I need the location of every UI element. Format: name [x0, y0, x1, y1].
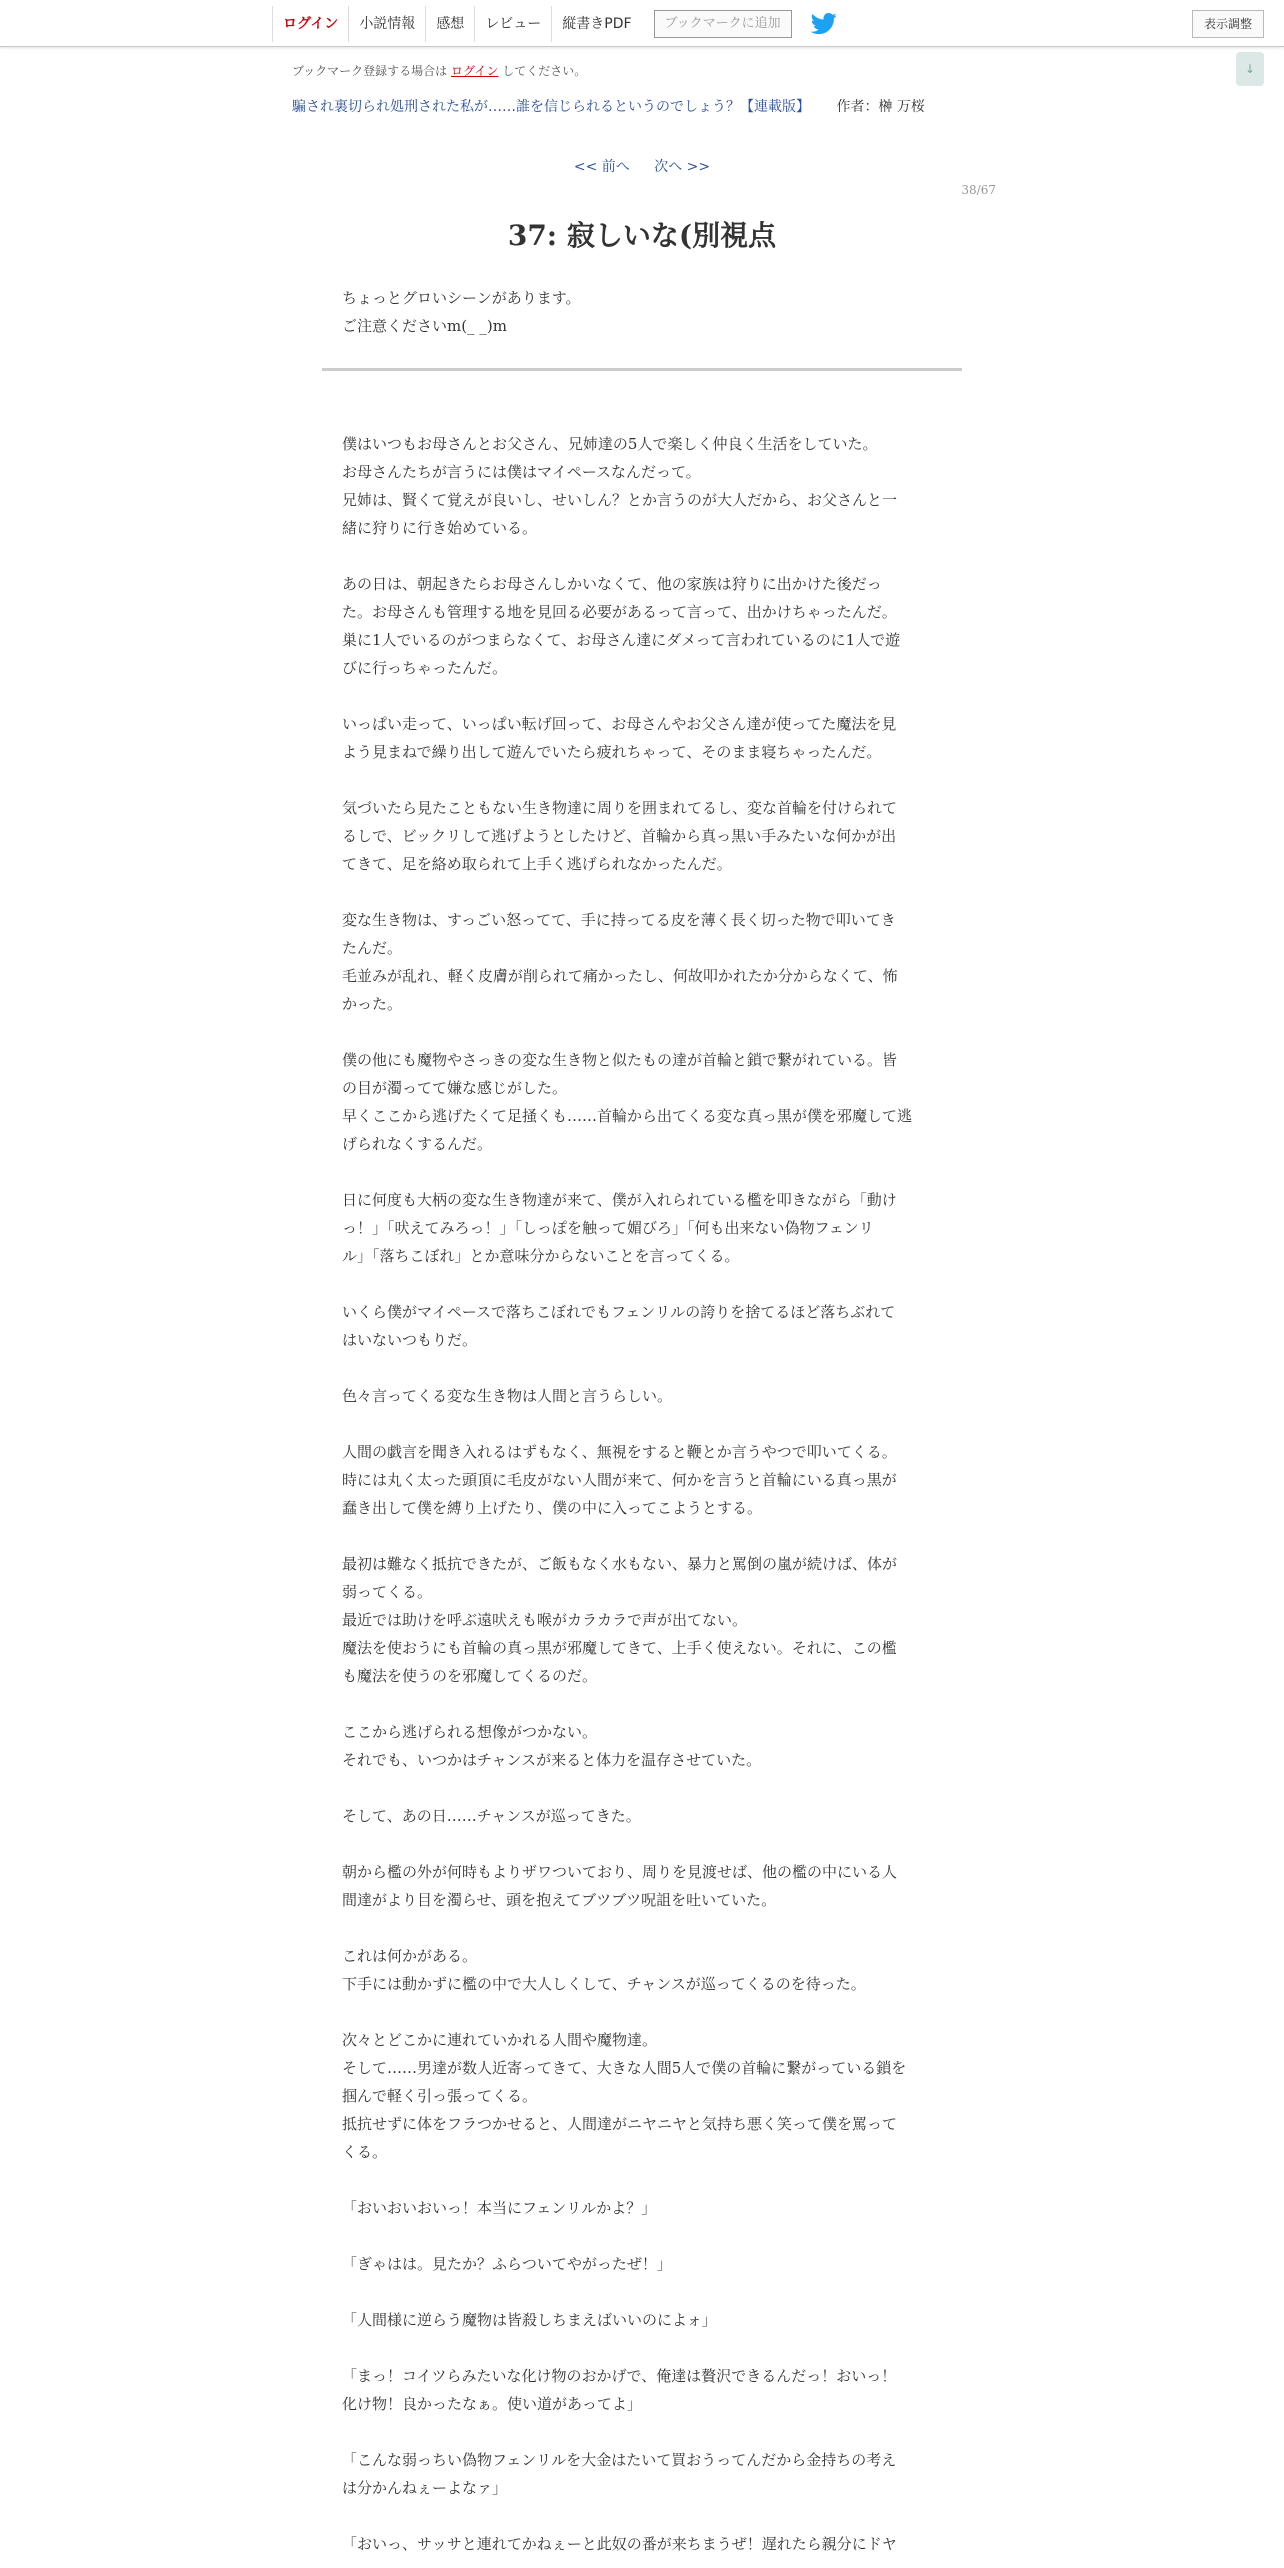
- body-line: [342, 2502, 944, 2530]
- body-line: 緒に狩りに行き始めている。: [342, 519, 538, 537]
- body-line: 次々とどこかに連れていかれる人間や魔物達。: [342, 2031, 658, 2049]
- body-line: [342, 1914, 944, 1942]
- body-line: 毛並みが乱れ、軽く皮膚が削られて痛かったし、何故叩かれたか分からなくて、怖: [342, 967, 898, 985]
- body-line: 化け物！良かったなぁ。使い道があってよ」: [342, 2395, 642, 2413]
- body-line: 蠢き出して僕を縛り上げたり、僕の中に入ってこようとする。: [342, 1499, 763, 1517]
- bookmark-note-suffix: してください。: [502, 64, 587, 78]
- body-line: あの日は、朝起きたらお母さんしかいなくて、他の家族は狩りに出かけた後だっ: [342, 575, 882, 593]
- preface: [342, 284, 942, 340]
- body-line: [342, 1270, 944, 1298]
- body-line: [342, 766, 944, 794]
- next-chapter-link[interactable]: 次へ >>: [654, 159, 711, 175]
- body-line: [342, 2418, 944, 2446]
- preface-divider: [322, 368, 962, 371]
- body-line: 「ぎゃはは。見たか？ふらついてやがったぜ！」: [342, 2255, 672, 2273]
- top-nav-bar: [0, 0, 1284, 47]
- body-line: これは何かがある。: [342, 1947, 478, 1965]
- bookmark-login-note: [292, 62, 586, 79]
- series-header: [292, 96, 925, 116]
- body-line: 抵抗せずに体をフラつかせると、人間達がニヤニヤと気持ち悪く笑って僕を罵って: [342, 2115, 898, 2133]
- body-line: るしで、ビックリして逃げようとしたけど、首輪から真っ黒い手みたいな何かが出: [342, 827, 897, 845]
- review-link[interactable]: レビュー: [474, 6, 551, 42]
- body-line: [342, 682, 944, 710]
- login-link[interactable]: ログイン: [272, 6, 348, 42]
- body-line: 早くここから逃げたくて足掻くも……首輪から出てくる変な真っ黒が僕を邪魔して逃: [342, 1107, 913, 1125]
- body-line: いくら僕がマイペースで落ちこぼれでもフェンリルの誇りを捨てるほど落ちぶれて: [342, 1303, 896, 1321]
- body-line: ここから逃げられる想像がつかない。: [342, 1723, 598, 1741]
- body-line: [342, 1410, 944, 1438]
- body-line: [342, 542, 944, 570]
- body-line: 朝から檻の外が何時もよりザワついており、周りを見渡せば、他の檻の中にいる人: [342, 1863, 898, 1881]
- twitter-icon[interactable]: [810, 13, 838, 35]
- series-title-link[interactable]: 騙され裏切られ処刑された私が……誰を信じられるというのでしょう？【連載版】: [292, 99, 810, 115]
- body-line: も魔法を使うのを邪魔してくるのだ。: [342, 1667, 598, 1685]
- body-line: 最初は難なく抵抗できたが、ご飯もなく水もない、暴力と罵倒の嵐が続けば、体が: [342, 1555, 898, 1573]
- body-line: た。お母さんも管理する地を見回る必要があるって言って、出かけちゃったんだ。: [342, 603, 897, 621]
- body-line: [342, 2278, 944, 2306]
- body-line: くる。: [342, 2143, 388, 2161]
- body-line: [342, 1018, 944, 1046]
- preface-line: ご注意くださいm(_ _)m: [342, 317, 507, 335]
- body-line: はいないつもりだ。: [342, 1331, 478, 1349]
- novel-info-link[interactable]: 小説情報: [348, 6, 425, 42]
- body-line: 魔法を使おうにも首輪の真っ黒が邪魔してきて、上手く使えない。それに、この檻: [342, 1639, 897, 1657]
- body-line: 「おいっ、サッサと連れてかねぇーと此奴の番が来ちまうぜ！遅れたら親分にドヤ: [342, 2535, 897, 2553]
- body-line: ル」「落ちこぼれ」とか意味分からないことを言ってくる。: [342, 1247, 740, 1265]
- body-line: 間達がより目を濁らせ、頭を抱えてブツブツ呪詛を吐いていた。: [342, 1891, 777, 1909]
- add-bookmark-button[interactable]: ブックマークに追加: [654, 10, 792, 38]
- chapter-body: [342, 430, 944, 2558]
- body-line: 下手には動かずに檻の中で大人しくして、チャンスが巡ってくるのを待った。: [342, 1975, 866, 1993]
- body-line: よう見まねで繰り出して遊んでいたら疲れちゃって、そのまま寝ちゃったんだ。: [342, 743, 882, 761]
- body-line: [342, 1690, 944, 1718]
- body-line: [342, 1522, 944, 1550]
- body-line: かった。: [342, 995, 403, 1013]
- body-line: 「まっ！コイツらみたいな化け物のおかげで、俺達は贅沢できるんだっ！おいっ！: [342, 2367, 897, 2385]
- body-line: [342, 2222, 944, 2250]
- body-line: お母さんたちが言うには僕はマイペースなんだって。: [342, 463, 701, 481]
- display-settings-button[interactable]: 表示調整: [1192, 10, 1264, 38]
- body-line: [342, 1998, 944, 2026]
- author-name: 作者：榊 万桜: [836, 99, 925, 115]
- body-line: 「こんな弱っちい偽物フェンリルを大金はたいて買おうってんだから金持ちの考え: [342, 2451, 897, 2469]
- chapter-pager: [0, 156, 1284, 176]
- body-line: っ！」「吠えてみろっ！」「しっぽを触って媚びろ」「何も出来ない偽物フェンリ: [342, 1219, 874, 1237]
- body-line: びに行っちゃったんだ。: [342, 659, 508, 677]
- page-counter: 38/67: [961, 183, 996, 197]
- body-line: たんだ。: [342, 939, 403, 957]
- impressions-link[interactable]: 感想: [425, 6, 474, 42]
- body-line: そして……男達が数人近寄ってきて、大きな人間5人で僕の首輪に繋がっている鎖を: [342, 2059, 907, 2077]
- body-line: 「おいおいおいっ！本当にフェンリルかよ？」: [342, 2199, 657, 2217]
- body-line: 掴んで軽く引っ張ってくる。: [342, 2087, 538, 2105]
- body-line: 変な生き物は、すっごい怒ってて、手に持ってる皮を薄く長く切った物で叩いてき: [342, 911, 896, 929]
- body-line: [342, 2166, 944, 2194]
- body-line: の目が濁ってて嫌な感じがした。: [342, 1079, 568, 1097]
- body-line: げられなくするんだ。: [342, 1135, 493, 1153]
- body-line: それでも、いつかはチャンスが来ると体力を温存させていた。: [342, 1751, 762, 1769]
- body-line: は分かんねぇーよなァ」: [342, 2479, 508, 2497]
- body-line: [342, 1774, 944, 1802]
- bookmark-note-login-link[interactable]: ログイン: [451, 64, 499, 78]
- body-line: てきて、足を絡め取られて上手く逃げられなかったんだ。: [342, 855, 732, 873]
- body-line: 時には丸く太った頭頂に毛皮がない人間が来て、何かを言うと首輪にいる真っ黒が: [342, 1471, 897, 1489]
- body-line: 弱ってくる。: [342, 1583, 433, 1601]
- body-line: 人間の戯言を聞き入れるはずもなく、無視をすると鞭とか言うやつで叩いてくる。: [342, 1443, 897, 1461]
- body-line: 日に何度も大柄の変な生き物達が来て、僕が入れられている檻を叩きながら「動け: [342, 1191, 897, 1209]
- body-line: [342, 2334, 944, 2362]
- body-line: そして、あの日……チャンスが巡ってきた。: [342, 1807, 641, 1825]
- body-line: [342, 878, 944, 906]
- prev-chapter-link[interactable]: << 前へ: [573, 159, 630, 175]
- body-line: 最近では助けを呼ぶ遠吠えも喉がカラカラで声が出てない。: [342, 1611, 748, 1629]
- body-line: 色々言ってくる変な生き物は人間と言うらしい。: [342, 1387, 673, 1405]
- bookmark-note-prefix: ブックマーク登録する場合は: [292, 64, 448, 78]
- chapter-title: 37: 寂しいな(別視点: [507, 219, 777, 252]
- body-line: いっぱい走って、いっぱい転げ回って、お母さんやお父さん達が使ってた魔法を見: [342, 715, 897, 733]
- body-line: 気づいたら見たこともない生き物達に周りを囲まれてるし、変な首輪を付けられて: [342, 799, 898, 817]
- body-line: 「人間様に逆らう魔物は皆殺しちまえばいいのによォ」: [342, 2311, 717, 2329]
- body-line: 僕の他にも魔物やさっきの変な生き物と似たもの達が首輪と鎖で繋がれている。皆: [342, 1051, 898, 1069]
- body-line: [342, 1830, 944, 1858]
- preface-line: ちょっとグロいシーンがあります。: [342, 289, 581, 307]
- main-nav: [272, 6, 838, 42]
- body-line: 僕はいつもお母さんとお父さん、兄姉達の5人で楽しく仲良く生活をしていた。: [342, 435, 878, 453]
- vertical-pdf-link[interactable]: 縦書きPDF: [551, 6, 641, 42]
- body-line: 兄姉は、賢くて覚えが良いし、せいしん？とか言うのが大人だから、お父さんと一: [342, 491, 898, 509]
- body-line: 巣に1人でいるのがつまらなくて、お母さん達にダメって言われているのに1人で遊: [342, 631, 901, 649]
- body-line: [342, 1158, 944, 1186]
- scroll-down-button[interactable]: ↓: [1236, 52, 1264, 86]
- body-line: [342, 1354, 944, 1382]
